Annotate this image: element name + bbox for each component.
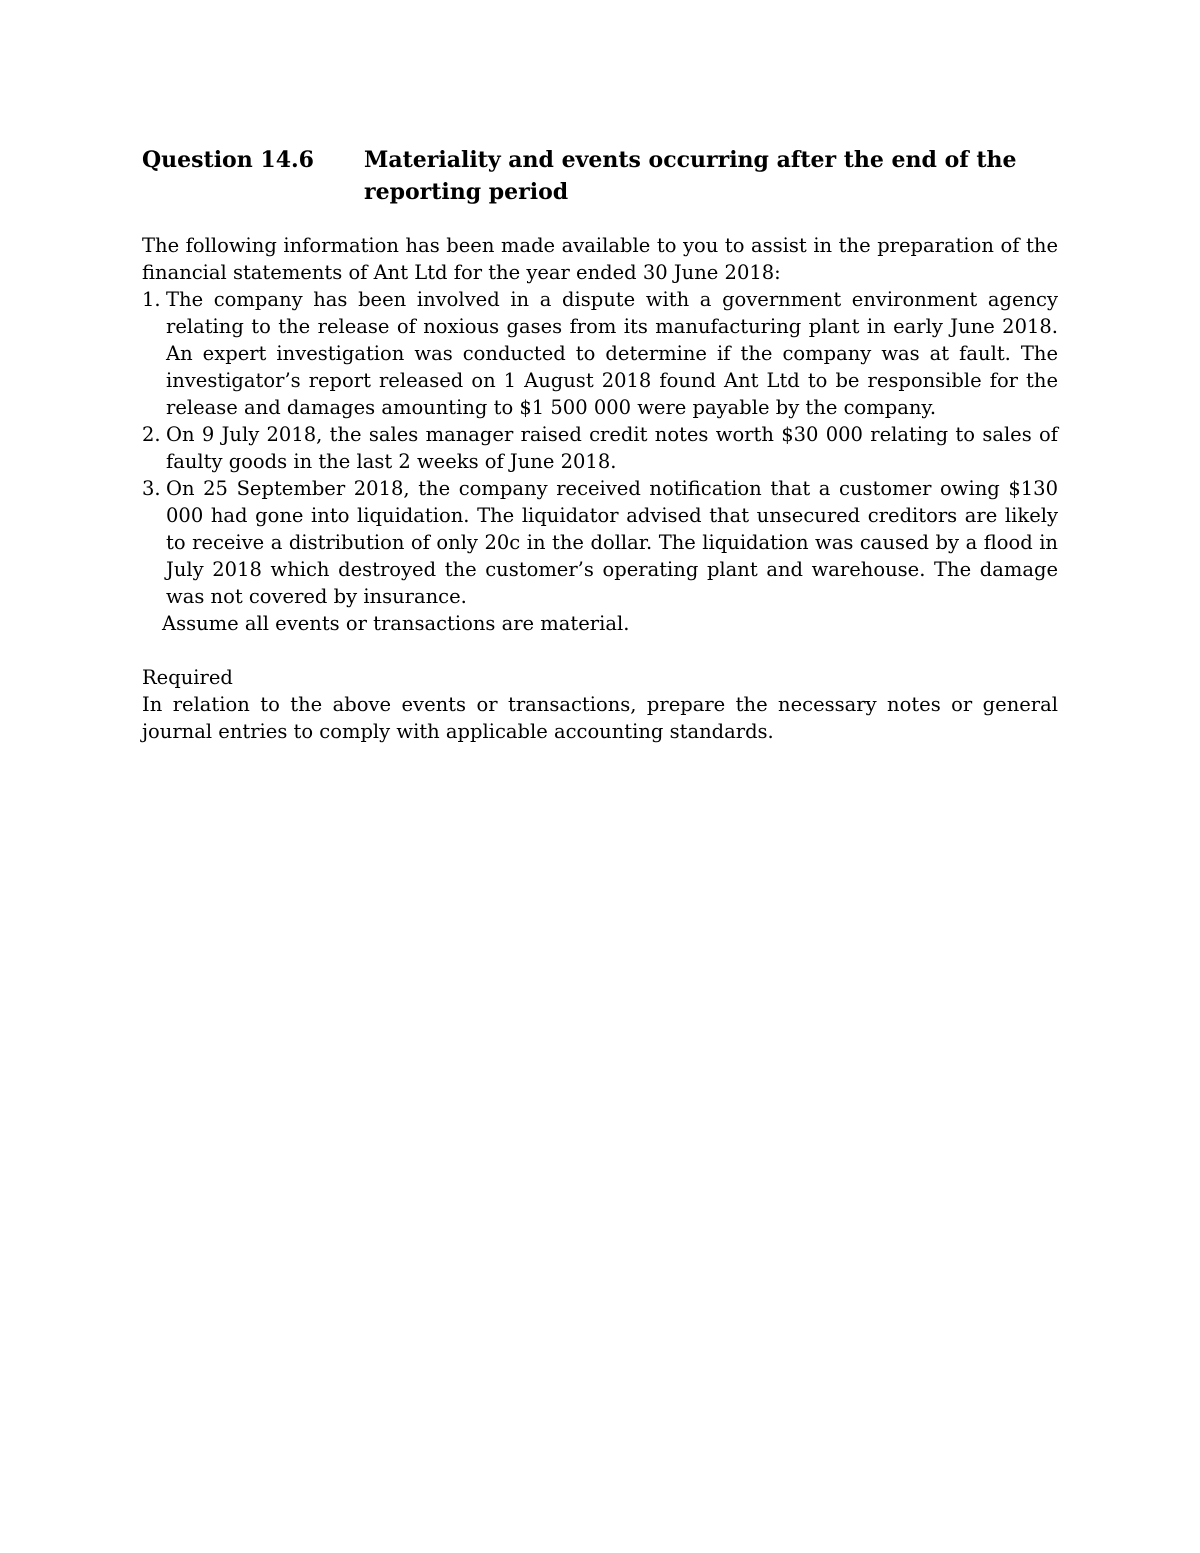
list-item-number: 3. [142, 477, 161, 500]
list-item-text: On 9 July 2018, the sales manager raised credit notes worth $30 000 relating to sales of faulty goods in the last 2 weeks of June 2018. [166, 423, 1058, 473]
required-label: Required [142, 666, 233, 689]
required-section [142, 664, 1058, 745]
list-item [142, 475, 1058, 610]
list-item-text: The company has been involved in a dispute with a government environment agency relating to the release of noxious gases from its manufacturing plant in early June 2018. An expert investigation was conducted to determine if the company was at fault. The investigator’s report released on 1 August 2018 found Ant Ltd to be responsible for the release and damages amounting to $1 500 000 were payable by the company. [166, 288, 1058, 419]
question-number: Question 14.6 [142, 147, 314, 173]
required-text: In relation to the above events or transactions, prepare the necessary notes or general journal entries to comply with applicable accounting standards. [142, 693, 1058, 743]
question-body [142, 232, 1058, 637]
question-title: Materiality and events occurring after the end of the reporting period [364, 147, 1017, 205]
event-list [142, 286, 1058, 610]
list-item [142, 286, 1058, 421]
list-item-text: On 25 September 2018, the company received notification that a customer owing $130 000 had gone into liquidation. The liquidator advised that unsecured creditors are likely to receive a distribution of only 20c in the dollar. The liquidation was caused by a flood in July 2018 which destroyed the customer’s operating plant and warehouse. The damage was not covered by insurance. [166, 477, 1058, 608]
assumption-note: Assume all events or transactions are material. [162, 612, 630, 635]
list-item-number: 2. [142, 423, 161, 446]
list-item-number: 1. [142, 288, 161, 311]
intro-paragraph: The following information has been made available to you to assist in the preparation of the financial statements of Ant Ltd for the year ended 30 June 2018: [142, 234, 1058, 284]
list-item [142, 421, 1058, 475]
